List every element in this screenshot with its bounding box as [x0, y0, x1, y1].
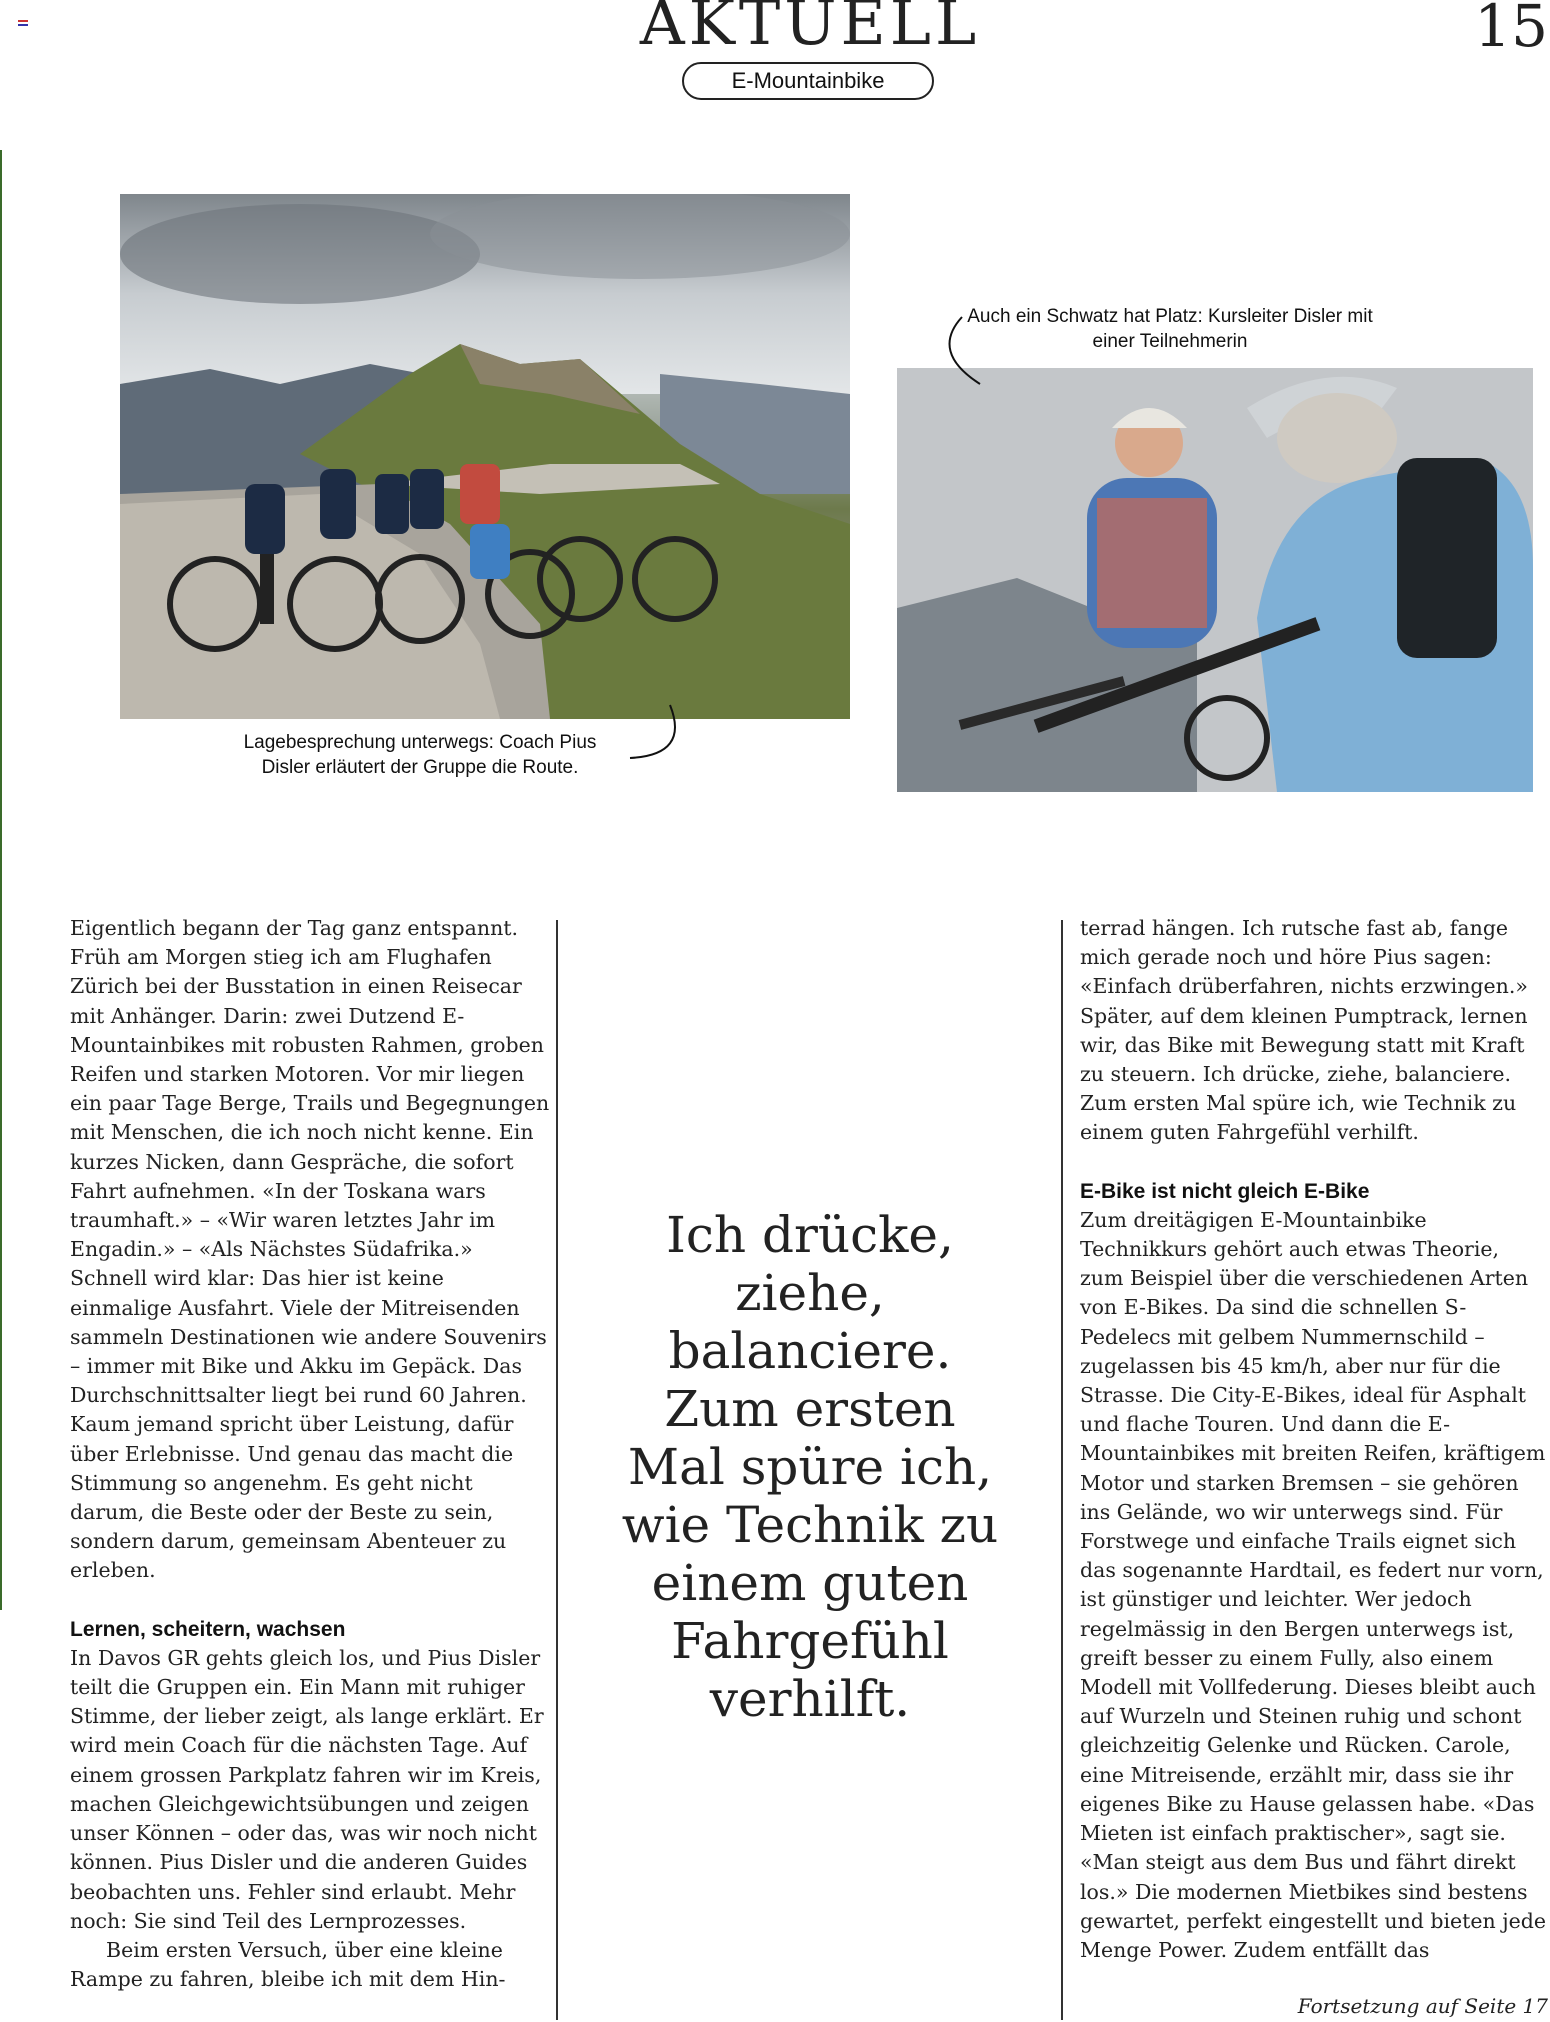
- continuation-note: Fortsetzung auf Seite 17: [1297, 1994, 1548, 2018]
- caption-pointer-coach: [940, 312, 990, 392]
- page-number: 15: [1474, 0, 1548, 60]
- article-paragraph: Eigentlich begann der Tag ganz entspannt. Früh am Morgen stieg ich am Flughafen Zürich bei der Busstation in einen Reisecar mit Anhänger. Darin: zwei Dutzend E-Mountainbikes mit robusten Rahmen, groben Reifen und starken Motoren. Vor mir liegen ein paar Tage Berge, Trails und Begegnungen mit Menschen, die ich noch nicht kenne. Ein kurzes Nicken, dann Gespräche, die sofort Fahrt aufnehmen. «In der Toskana wars traumhaft.» – «Wir waren letztes Jahr im Engadin.» – «Als Nächstes Südafrika.» Schnell wird klar: Das hier ist keine einmalige Ausfahrt. Viele der Mitreisenden sammeln Destinationen wie andere Souvenirs – immer mit Bike und Akku im Gepäck. Das Durchschnittsalter liegt bei rund 60 Jahren. Kaum jemand spricht über Leistung, dafür über Erlebnisse. Und genau das macht die Stimmung so angenehm. Es geht nicht darum, die Beste oder der Beste zu sein, sondern darum, gemeinsam Abenteuer zu erleben.: [70, 916, 550, 1583]
- coach-photo-illustration: [897, 368, 1533, 792]
- coach-participant-photo: [897, 368, 1533, 792]
- column-divider: [556, 920, 558, 2020]
- article-paragraph: Beim ersten Versuch, über eine kleine Rampe zu fahren, bleibe ich mit dem Hin-: [70, 1937, 506, 1992]
- article-paragraph: Zum dreitägigen E-Mountainbike Technikkurs gehört auch etwas Theorie, zum Beispiel über die verschiedenen Arten von E-Bikes. Da sind die schnellen S-Pedelecs mit gelbem Nummernschild – zugelassen bis 45 km/h, aber nur für die Strasse. Die City-E-Bikes, ideal für Asphalt und flache Touren. Und dann die E-Mountainbikes mit breiten Reifen, kräftigem Motor und starken Bremsen – sie gehören ins Gelände, wo wir unterwegs sind. Für Forstwege und einfache Trails eignet sich das sogenannte Hardtail, es federt nur vorn, ist günstiger und leichter. Wer jedoch regelmässig in den Bergen unterwegs ist, greift besser zu einem Fully, also einem Modell mit Vollfederung. Dieses bleibt auch auf Wurzeln und Steinen ruhig und schont gleichzeitig Gelenke und Rücken. Carole, eine Mitreisende, erzählt mir, dass sie ihr eigenes Bike zu Hause gelassen habe. «Das Mieten ist einfach praktischer», sagt sie. «Man steigt aus dem Bus und fährt direkt los.» Die modernen Mietbikes sind bestens gewartet, perfekt eingestellt und bieten jede Menge Power. Zudem entfällt das: [1080, 1207, 1547, 1962]
- column-divider: [1061, 920, 1063, 2020]
- caption-pointer-group: [610, 700, 680, 770]
- article-paragraph: terrad hängen. Ich rutsche fast ab, fange mich gerade noch und höre Pius sagen: «Einfach drüberfahren, nichts erzwingen.» Später, auf dem kleinen Pumptrack, lernen wir, das Bike mit Bewegung statt mit Kraft zu steuern. Ich drücke, ziehe, balanciere. Zum ersten Mal spüre ich, wie Technik zu einem guten Fahrgefühl verhilft.: [1080, 916, 1528, 1145]
- topic-badge: E-Mountainbike: [682, 62, 934, 100]
- page-edge-divider: [0, 150, 2, 1610]
- subheading: Lernen, scheitern, wachsen: [70, 1617, 346, 1641]
- group-photo-illustration: [120, 194, 850, 719]
- section-title: AKTUELL: [639, 0, 981, 59]
- group-bike-photo: [120, 194, 850, 719]
- article-column-right: [1080, 914, 1548, 1965]
- coach-photo-caption: Auch ein Schwatz hat Platz: Kursleiter Disler mit einer Teilnehmerin: [967, 306, 1373, 352]
- article-paragraph: In Davos GR gehts gleich los, und Pius Disler teilt die Gruppen ein. Ein Mann mit ruhiger Stimme, der lieber zeigt, als lange erklärt. Er wird mein Coach für die nächsten Tage. Auf einem grossen Parkplatz fahren wir im Kreis, machen Gleichgewichtsübungen und zeigen unser Können – oder das, was wir noch nicht können. Pius Disler und die anderen Guides beobachten uns. Fehler sind erlaubt. Mehr noch: Sie sind Teil des Lernprozesses.: [70, 1645, 544, 1933]
- group-photo-caption: Lagebesprechung unterwegs: Coach Pius Disler erläutert der Gruppe die Route.: [243, 732, 597, 778]
- article-column-left: [70, 914, 550, 1994]
- subheading: E-Bike ist nicht gleich E-Bike: [1080, 1179, 1370, 1203]
- pull-quote: Ich drücke, ziehe, balanciere. Zum ersten Mal spüre ich, wie Technik zu einem guten Fahrgefühl verhilft.: [621, 1206, 999, 1728]
